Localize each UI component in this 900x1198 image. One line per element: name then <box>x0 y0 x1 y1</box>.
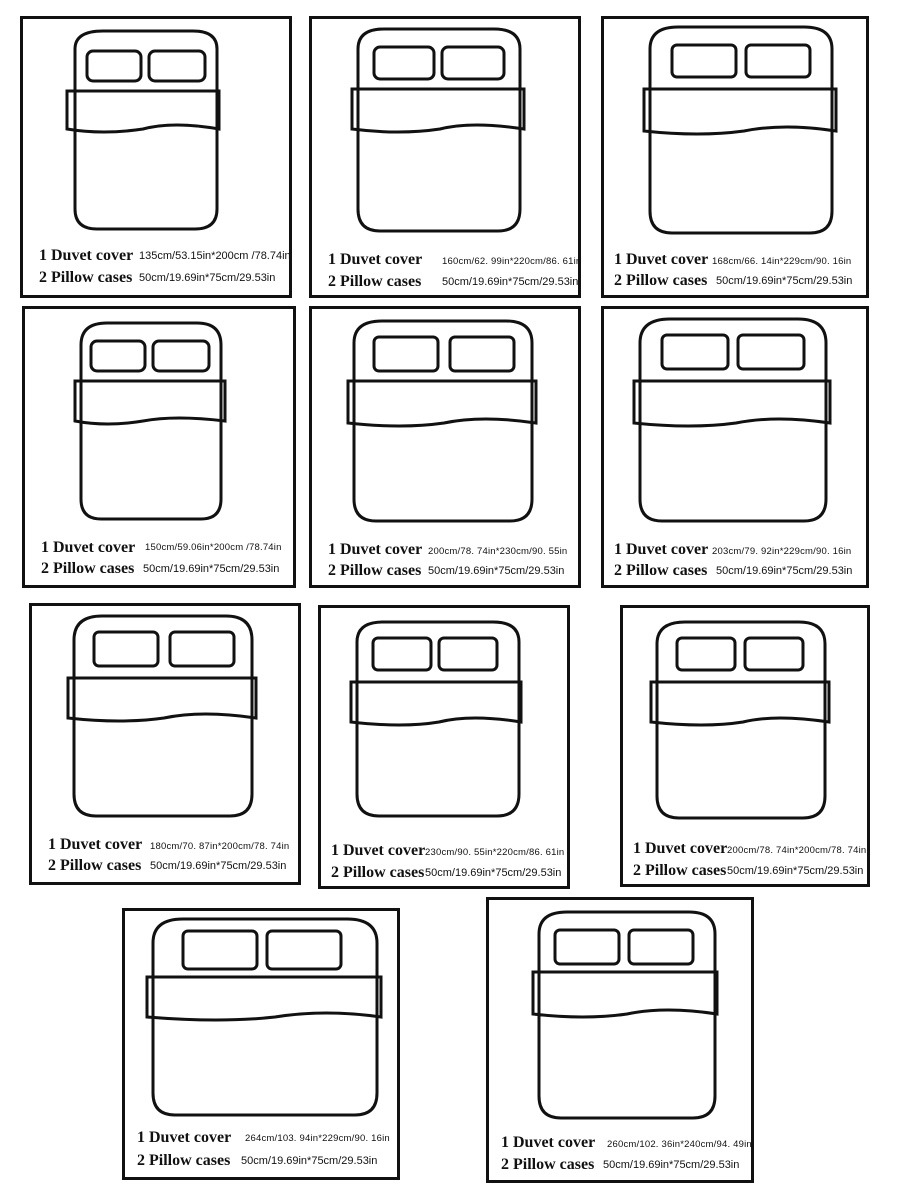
pillow-size: 50cm/19.69in*75cm/29.53in <box>241 1155 378 1167</box>
size-card-1 <box>20 16 292 298</box>
pillow-label: 2 Pillow cases <box>331 864 425 881</box>
pillow-right <box>149 51 205 81</box>
pillow-label: 2 Pillow cases <box>614 272 708 289</box>
pillow-label: 2 Pillow cases <box>137 1152 231 1169</box>
duvet-label: 1 Duvet cover <box>39 247 134 264</box>
duvet-label: 1 Duvet cover <box>331 842 426 859</box>
pillow-size: 50cm/19.69in*75cm/29.53in <box>150 860 287 872</box>
pillow-label: 2 Pillow cases <box>328 562 422 579</box>
duvet-size: 200cm/78. 74in*230cm/90. 55in <box>428 546 568 557</box>
pillow-label: 2 Pillow cases <box>41 560 135 577</box>
duvet-label: 1 Duvet cover <box>48 836 143 853</box>
duvet-size: 203cm/79. 92in*229cm/90. 16in <box>712 546 852 557</box>
size-card-4 <box>22 306 296 588</box>
pillow-label: 2 Pillow cases <box>501 1156 595 1173</box>
pillow-label: 2 Pillow cases <box>39 269 133 286</box>
duvet-size: 180cm/70. 87in*200cm/78. 74in <box>150 841 290 852</box>
size-card-5 <box>309 306 581 588</box>
pillow-label: 2 Pillow cases <box>328 273 422 290</box>
size-card-2 <box>309 16 581 298</box>
duvet-label: 1 Duvet cover <box>633 840 728 857</box>
pillow-size: 50cm/19.69in*75cm/29.53in <box>143 563 280 575</box>
pillow-label: 2 Pillow cases <box>633 862 727 879</box>
pillow-size: 50cm/19.69in*75cm/29.53in <box>442 276 579 288</box>
pillow-left <box>87 51 141 81</box>
duvet-label: 1 Duvet cover <box>501 1134 596 1151</box>
pillow-size: 50cm/19.69in*75cm/29.53in <box>139 272 276 284</box>
pillow-size: 50cm/19.69in*75cm/29.53in <box>716 565 853 577</box>
pillow-size: 50cm/19.69in*75cm/29.53in <box>727 865 864 877</box>
duvet-label: 1 Duvet cover <box>328 251 423 268</box>
duvet-label: 1 Duvet cover <box>41 539 136 556</box>
pillow-size: 50cm/19.69in*75cm/29.53in <box>716 275 853 287</box>
size-card-6 <box>601 306 869 588</box>
duvet-label: 1 Duvet cover <box>137 1129 232 1146</box>
pillow-size: 50cm/19.69in*75cm/29.53in <box>603 1159 740 1171</box>
size-card-10 <box>122 908 400 1180</box>
duvet-size: 230cm/90. 55in*220cm/86. 61in <box>425 847 565 858</box>
pillow-label: 2 Pillow cases <box>614 562 708 579</box>
bed-frame <box>75 31 217 229</box>
duvet-size: 260cm/102. 36in*240cm/94. 49in <box>607 1139 752 1150</box>
duvet-size: 264cm/103. 94in*229cm/90. 16in <box>245 1133 390 1144</box>
duvet-size: 160cm/62. 99in*220cm/86. 61in <box>442 256 582 267</box>
duvet-label: 1 Duvet cover <box>614 541 709 558</box>
size-card-9 <box>620 605 870 887</box>
duvet-size: 168cm/66. 14in*229cm/90. 16in <box>712 256 852 267</box>
pillow-size: 50cm/19.69in*75cm/29.53in <box>425 867 562 879</box>
pillow-size: 50cm/19.69in*75cm/29.53in <box>428 565 565 577</box>
size-card-8 <box>318 605 570 889</box>
duvet-size: 135cm/53.15in*200cm /78.74in <box>139 250 291 262</box>
size-card-3 <box>601 16 869 298</box>
duvet-fold <box>67 91 219 132</box>
duvet-size: 150cm/59.06in*200cm /78.74in <box>145 542 282 553</box>
size-card-7 <box>29 603 301 885</box>
size-card-11 <box>486 897 754 1183</box>
pillow-label: 2 Pillow cases <box>48 857 142 874</box>
duvet-label: 1 Duvet cover <box>614 251 709 268</box>
duvet-size: 200cm/78. 74in*200cm/78. 74in <box>727 845 867 856</box>
duvet-label: 1 Duvet cover <box>328 541 423 558</box>
